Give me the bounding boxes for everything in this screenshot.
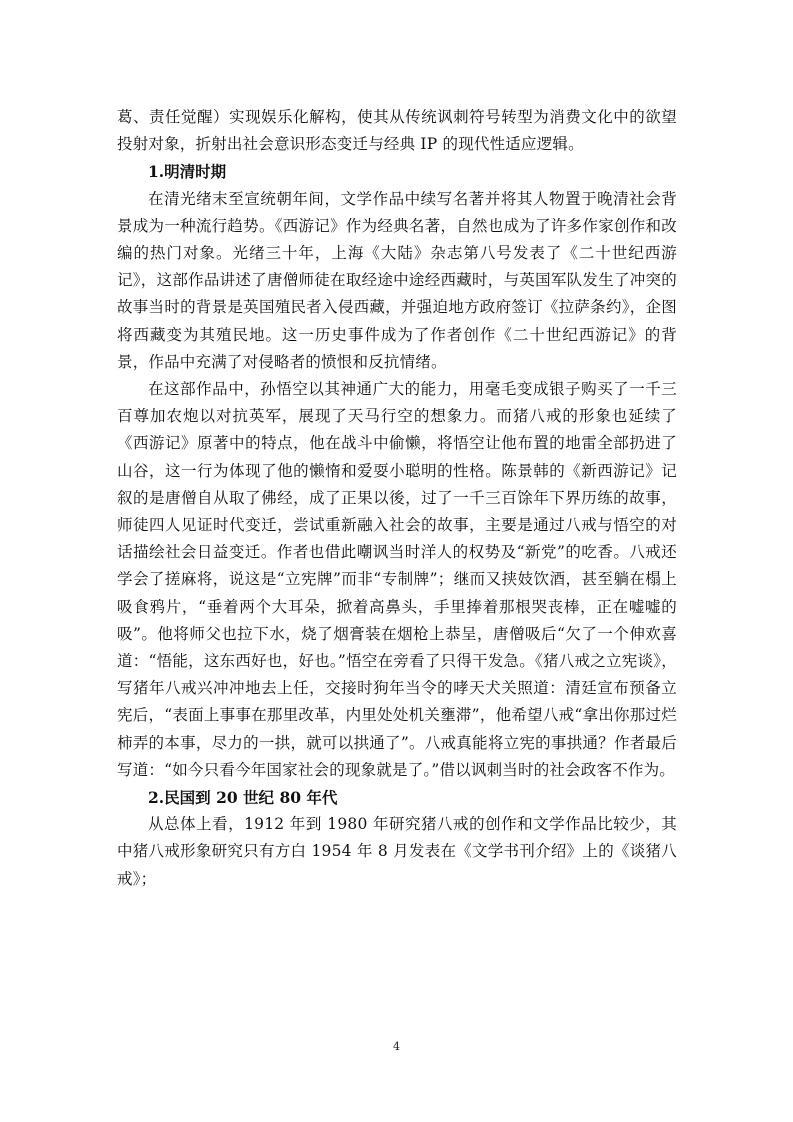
document-body [117, 104, 677, 893]
page-number: 4 [393, 1040, 400, 1053]
paragraph-late-qing-background: 在清光绪末至宣统朝年间，文学作品中续写名著并将其人物置于晚清社会背景成为一种流行趋势。《西游记》作为经典名著，自然也成为了许多作家创作和改编的热门对象。光绪三十年，上海《大陆》杂志第八号发表了《二十世纪西游记》，这部作品讲述了唐僧师徒在取经途中途经西藏时，与英国军队发生了冲突的故事当时的背景是英国殖民者入侵西藏，并强迫地方政府签订《拉萨条约》，企图将西藏变为其殖民地。这一历史事件成为了作者创作《二十世纪西游记》的背景，作品中充满了对侵略者的愤恨和反抗情绪。 [117, 189, 677, 371]
paragraph-continuation: 葛、责任觉醒）实现娱乐化解构，使其从传统讽刺符号转型为消费文化中的欲望投射对象，折射出社会意识形态变迁与经典 IP 的现代性适应逻辑。 [117, 108, 677, 154]
paragraph-bajie-portrayal: 在这部作品中，孙悟空以其神通广大的能力，用毫毛变成银子购买了一千三百尊加农炮以对抗英军，展现了天马行空的想象力。而猪八戒的形象也延续了《西游记》原著中的特点，他在战斗中偷懒，将悟空让他布置的地雷全部扔进了山谷，这一行为体现了他的懒惰和爱耍小聪明的性格。陈景韩的《新西游记》记叙的是唐僧自从取了佛经，成了正果以後，过了一千三百馀年下界历练的故事，师徒四人见证时代变迁，尝试重新融入社会的故事，主要是通过八戒与悟空的对话描绘社会日益变迁。作者也借此嘲讽当时洋人的权势及“新党”的吃香。八戒还学会了搓麻将，说这是“立宪牌”而非“专制牌”；继而又挟妓饮酒，甚至躺在榻上吸食鸦片，“垂着两个大耳朵，掀着高鼻头，手里捧着那根哭丧棒，正在嘘嘘的吸”。他将师父也拉下水，烧了烟膏装在烟枪上恭呈，唐僧吸后“欠了一个伸欢喜道：“悟能，这东西好也，好也。”悟空在旁看了只得干发急。《猪八戒之立宪谈》，写猪年八戒兴冲冲地去上任，交接时狗年当令的哮天犬关照道：清廷宣布预备立宪后，“表面上事事在那里改革，内里处处机关壅滞”，他希望八戒“拿出你那过烂柿弄的本事，尽力的一拱，就可以拱通了”。八戒真能将立宪的事拱通？作者最后写道：“如今只看今年国家社会的现象就是了。”借以讽刺当时的社会政客不作为。 [117, 380, 677, 779]
paragraph-1912-1980-overview: 从总体上看，1912 年到 1980 年研究猪八戒的创作和文学作品比较少，其中猪八戒形象研究只有方白 1954 年 8 月发表在《文学书刊介绍》上的《谈猪八戒》； [117, 815, 677, 888]
section-heading-republic-era: 2.民国到 20 世纪 80 年代 [148, 788, 338, 808]
section-heading-ming-qing: 1.明清时期 [148, 162, 227, 182]
